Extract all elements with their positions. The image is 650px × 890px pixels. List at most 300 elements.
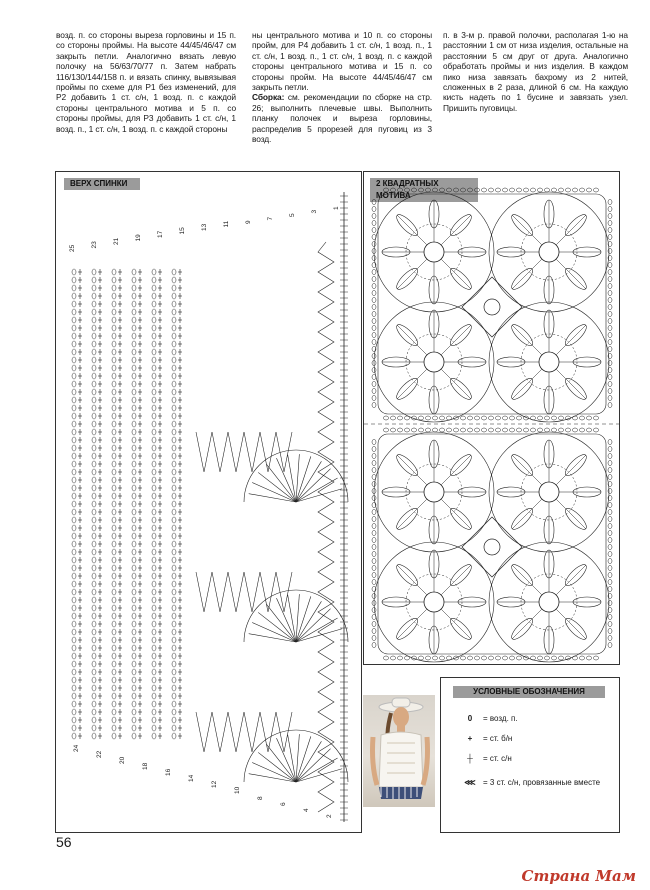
chain-stitch — [72, 317, 76, 323]
assembly-label: Сборка: — [252, 92, 285, 103]
chain-stitch — [152, 525, 156, 531]
double-crochet-icon: ┼ — [467, 754, 473, 763]
fan-stitch — [276, 458, 296, 502]
chain-stitch — [608, 635, 612, 640]
chain-stitch — [172, 581, 176, 587]
chain-stitch — [418, 416, 423, 420]
motif-center — [539, 242, 559, 262]
chain-stitch — [72, 421, 76, 427]
v-stitch — [212, 572, 228, 612]
chain-stitch — [112, 669, 116, 675]
chain-stitch — [418, 656, 423, 660]
row-number-top: 13 — [201, 223, 208, 231]
row-number-top: 17 — [157, 230, 164, 238]
chain-stitch — [92, 541, 96, 547]
fan-stitch — [288, 595, 296, 642]
fan-stitch — [266, 744, 296, 782]
chain-stitch — [72, 541, 76, 547]
chain-stitch — [516, 428, 521, 432]
chain-stitch — [172, 477, 176, 483]
chain-stitch — [132, 717, 136, 723]
chain-stitch — [92, 309, 96, 315]
chain-stitch — [72, 469, 76, 475]
text-column-1 — [56, 30, 236, 134]
chain-stitch — [92, 509, 96, 515]
chain-stitch — [92, 285, 96, 291]
single-crochet-icon: + — [467, 734, 473, 743]
chain-stitch — [432, 428, 437, 432]
chain-stitch — [172, 709, 176, 715]
chain-stitch — [72, 477, 76, 483]
chain-stitch — [92, 349, 96, 355]
chain-stitch — [132, 733, 136, 739]
chain-stitch — [72, 613, 76, 619]
chain-stitch — [72, 485, 76, 491]
petal-line — [441, 455, 471, 485]
row-number-top: 15 — [179, 227, 186, 235]
chain-stitch — [132, 725, 136, 731]
chain-stitch — [92, 661, 96, 667]
chain-stitch — [112, 389, 116, 395]
chain-stitch — [132, 421, 136, 427]
chain-stitch — [152, 605, 156, 611]
petal-line — [512, 455, 542, 485]
chain-stitch — [72, 517, 76, 523]
chain-stitch — [132, 613, 136, 619]
v-stitch — [196, 712, 212, 752]
chain-stitch — [72, 589, 76, 595]
motif-center — [424, 592, 444, 612]
row-number-bottom: 16 — [165, 768, 172, 776]
chain-stitch — [72, 285, 76, 291]
row-number-top: 9 — [245, 220, 252, 224]
chain-stitch — [565, 188, 570, 192]
chain-stitch — [172, 613, 176, 619]
chain-stitch — [92, 365, 96, 371]
chain-stitch — [152, 285, 156, 291]
chain-stitch — [132, 645, 136, 651]
chain-stitch — [112, 573, 116, 579]
chain-stitch — [372, 325, 376, 330]
v-stitch — [244, 572, 260, 612]
chain-stitch — [112, 333, 116, 339]
chain-stitch — [92, 581, 96, 587]
chain-stitch — [112, 365, 116, 371]
chain-stitch — [502, 428, 507, 432]
chain-stitch — [551, 188, 556, 192]
chain-stitch — [509, 428, 514, 432]
chain-stitch — [537, 416, 542, 420]
row-number-bottom: 14 — [188, 774, 195, 782]
chain-stitch — [172, 277, 176, 283]
fan-stitch — [249, 634, 296, 642]
chain-stitch — [152, 405, 156, 411]
chain-stitch — [152, 421, 156, 427]
chain-stitch — [132, 701, 136, 707]
chain-stitch — [72, 309, 76, 315]
chain-stitch — [112, 277, 116, 283]
chain-stitch — [608, 213, 612, 218]
v-stitch — [196, 432, 212, 472]
chain-stitch — [92, 557, 96, 563]
petal-line — [556, 325, 586, 355]
chain-stitch — [372, 635, 376, 640]
chain-stitch — [544, 656, 549, 660]
chain-stitch — [608, 523, 612, 528]
chain-stitch — [152, 501, 156, 507]
petal-line — [397, 455, 427, 485]
chain-stitch — [579, 428, 584, 432]
chain-stitch — [523, 428, 528, 432]
chain-stitch — [112, 397, 116, 403]
chain-stitch — [608, 339, 612, 344]
chain-stitch — [558, 188, 563, 192]
text-column-2 — [252, 30, 432, 144]
chain-stitch — [439, 428, 444, 432]
chain-stitch — [152, 637, 156, 643]
chain-stitch — [72, 637, 76, 643]
petal-line — [397, 325, 427, 355]
fan-stitch — [249, 774, 296, 782]
chain-stitch — [152, 733, 156, 739]
chain-stitch — [488, 416, 493, 420]
v-stitch — [196, 572, 212, 612]
chain-stitch — [132, 685, 136, 691]
chain-stitch — [112, 581, 116, 587]
chain-stitch — [112, 349, 116, 355]
chain-stitch — [372, 530, 376, 535]
chain-stitch — [112, 629, 116, 635]
fan-stitch — [252, 762, 296, 782]
chain-stitch — [608, 311, 612, 316]
chain-stitch — [372, 544, 376, 549]
chain-stitch — [172, 717, 176, 723]
chain-stitch — [608, 234, 612, 239]
chain-stitch — [132, 557, 136, 563]
chain-stitch — [132, 293, 136, 299]
chain-stitch — [481, 656, 486, 660]
motif-center — [424, 482, 444, 502]
chain-stitch — [467, 188, 472, 192]
chain-stitch — [172, 669, 176, 675]
petal-line — [512, 259, 542, 289]
chain-stitch — [495, 188, 500, 192]
chain-stitch — [172, 685, 176, 691]
row-number-top: 3 — [311, 209, 318, 214]
chain-stitch — [72, 437, 76, 443]
chain-stitch — [608, 551, 612, 556]
chain-stitch — [372, 241, 376, 246]
fan-arc — [244, 730, 348, 782]
chain-stitch — [372, 367, 376, 372]
chain-stitch — [432, 416, 437, 420]
v-stitch — [244, 432, 260, 472]
chain-stitch — [112, 653, 116, 659]
chain-stitch — [551, 428, 556, 432]
v-stitch — [228, 432, 244, 472]
chain-stitch — [152, 661, 156, 667]
chain-stitch — [439, 416, 444, 420]
chain-stitch — [372, 199, 376, 204]
chain-stitch — [132, 541, 136, 547]
chain-stitch — [92, 493, 96, 499]
center-ring — [484, 539, 500, 555]
row-number-bottom: 22 — [96, 750, 103, 758]
chain-stitch — [92, 421, 96, 427]
chain-stitch — [132, 493, 136, 499]
chain-stitch — [132, 669, 136, 675]
row-number-bottom: 18 — [142, 762, 149, 770]
paragraph: возд. п. со стороны выреза горловины и 15 п. со стороны проймы. На высоте 44/45/46/47 см закрыть петли. Аналогично вязать левую полочку на 56/63/70/77 п. Затем набрать 116/130/144/158 п. и вязать спинку, вывязывая проймы по схеме для Р1 без изменений, для Р2 добавить 1 ст. с/н, 1 возд. п. с каждой стороны центрального мотива и 5 п. со стороны проймы, для Р3 добавить 1 ст. с/н, 1 возд. п., 1 ст. с/н, 1 возд. п. с каждой стороны — [56, 30, 236, 134]
chain-stitch — [608, 614, 612, 619]
fan-stitch — [258, 752, 296, 782]
chain-stitch — [397, 656, 402, 660]
petal-line — [397, 259, 427, 289]
chain-stitch — [92, 485, 96, 491]
chain-stitch — [372, 339, 376, 344]
chain-stitch — [132, 413, 136, 419]
motif-chart-title: 2 КВАДРАТНЫХ МОТИВА — [370, 178, 478, 202]
chain-stitch — [172, 733, 176, 739]
chain-stitch — [112, 285, 116, 291]
chain-stitch — [608, 290, 612, 295]
legend-label: = возд. п. — [483, 714, 518, 723]
chain-stitch — [608, 460, 612, 465]
chain-stitch — [152, 517, 156, 523]
chain-stitch — [72, 365, 76, 371]
chain-stitch — [112, 709, 116, 715]
legend-title: УСЛОВНЫЕ ОБОЗНАЧЕНИЯ — [453, 686, 605, 698]
row-number-top: 7 — [267, 216, 274, 221]
chain-stitch — [92, 733, 96, 739]
chain-stitch — [112, 421, 116, 427]
petal-line — [556, 369, 586, 399]
chain-stitch — [92, 413, 96, 419]
chain-stitch — [172, 293, 176, 299]
chain-stitch — [558, 428, 563, 432]
chain-stitch — [72, 533, 76, 539]
chain-stitch — [152, 277, 156, 283]
chain-stitch — [418, 428, 423, 432]
chain-stitch — [460, 428, 465, 432]
chain-stitch — [132, 389, 136, 395]
motif-crochet-chart — [364, 172, 619, 664]
chain-stitch — [152, 341, 156, 347]
chain-stitch — [92, 269, 96, 275]
chain-stitch — [132, 677, 136, 683]
row-number-top: 19 — [135, 234, 142, 242]
chain-stitch — [72, 357, 76, 363]
chain-stitch — [132, 549, 136, 555]
chain-stitch — [72, 453, 76, 459]
row-number-bottom: 4 — [303, 808, 310, 812]
chain-stitch — [608, 621, 612, 626]
chain-stitch — [502, 416, 507, 420]
chain-stitch — [132, 469, 136, 475]
chain-stitch — [172, 365, 176, 371]
chain-stitch — [608, 509, 612, 514]
chain-stitch — [72, 677, 76, 683]
chain-stitch — [72, 341, 76, 347]
chain-stitch — [72, 325, 76, 331]
chain-stitch — [72, 413, 76, 419]
chain-stitch — [132, 373, 136, 379]
chain-stitch — [72, 629, 76, 635]
petal-line — [512, 565, 542, 595]
chain-stitch — [92, 573, 96, 579]
chain-stitch — [372, 607, 376, 612]
chain-stitch — [608, 467, 612, 472]
chain-stitch — [92, 701, 96, 707]
chain-stitch — [172, 421, 176, 427]
chain-stitch — [172, 629, 176, 635]
chain-stitch — [152, 301, 156, 307]
motif-center — [424, 352, 444, 372]
chain-stitch — [608, 269, 612, 274]
legend-label: = 3 ст. с/н, провязанные вместе — [483, 778, 601, 787]
chain-stitch — [112, 341, 116, 347]
chain-stitch — [72, 509, 76, 515]
chain-stitch — [112, 301, 116, 307]
chain-stitch — [92, 621, 96, 627]
row-number-bottom: 20 — [119, 756, 126, 764]
chain-stitch — [132, 333, 136, 339]
chain-stitch — [92, 381, 96, 387]
chain-stitch — [112, 525, 116, 531]
chain-stitch — [72, 701, 76, 707]
chain-stitch — [112, 597, 116, 603]
chain-stitch — [172, 605, 176, 611]
chain-stitch — [572, 188, 577, 192]
row-number-top: 25 — [69, 244, 76, 252]
chain-stitch — [172, 677, 176, 683]
chain-stitch — [72, 445, 76, 451]
chain-stitch — [72, 429, 76, 435]
chain-stitch — [152, 309, 156, 315]
chain-stitch — [132, 525, 136, 531]
chain-stitch — [172, 453, 176, 459]
paragraph-part: см. рекомендации по сборке на стр. 26; выполнить плечевые швы. Выполнить планку полочек и выреза горловины, распределив 5 прорезей для пуговиц из 3 возд. — [252, 92, 432, 145]
petal-line — [556, 215, 586, 245]
chain-stitch — [467, 428, 472, 432]
chain-stitch — [383, 188, 388, 192]
chain-stitch — [530, 428, 535, 432]
chain-stitch — [72, 405, 76, 411]
chain-stitch — [425, 428, 430, 432]
chain-stitch — [112, 589, 116, 595]
chain-stitch — [72, 461, 76, 467]
chain-stitch — [460, 188, 465, 192]
legend-label: = ст. с/н — [483, 754, 512, 763]
row-number-bottom: 6 — [280, 802, 287, 806]
petal-line — [441, 499, 471, 529]
chain-stitch — [132, 653, 136, 659]
chain-stitch — [446, 428, 451, 432]
chain-stitch — [172, 405, 176, 411]
chain-stitch — [172, 517, 176, 523]
chain-stitch — [112, 469, 116, 475]
chain-stitch — [439, 188, 444, 192]
chain-stitch — [92, 605, 96, 611]
row-number-bottom: 8 — [257, 796, 264, 800]
chain-stitch — [132, 581, 136, 587]
chain-stitch — [372, 565, 376, 570]
chain-stitch — [112, 685, 116, 691]
chain-stitch — [112, 477, 116, 483]
chain-stitch — [92, 453, 96, 459]
chain-stitch — [537, 428, 542, 432]
chain-stitch — [383, 656, 388, 660]
chain-stitch — [152, 613, 156, 619]
chain-stitch — [92, 325, 96, 331]
chain-stitch — [72, 557, 76, 563]
chain-stitch — [72, 605, 76, 611]
chain-stitch — [172, 357, 176, 363]
chain-stitch — [152, 317, 156, 323]
chain-stitch — [92, 589, 96, 595]
chain-stitch — [132, 349, 136, 355]
chain-stitch — [172, 645, 176, 651]
chain-stitch — [92, 501, 96, 507]
row-number-bottom: 24 — [73, 744, 80, 752]
chain-stitch — [488, 188, 493, 192]
chain-stitch — [608, 642, 612, 647]
chain-stitch — [537, 656, 542, 660]
chain-stitch — [404, 428, 409, 432]
chain-stitch — [608, 516, 612, 521]
chain-stitch — [152, 365, 156, 371]
chain-stitch — [152, 325, 156, 331]
row-number-top: 21 — [113, 237, 120, 245]
chain-stitch — [172, 413, 176, 419]
chain-stitch — [132, 429, 136, 435]
chain-stitch — [92, 725, 96, 731]
chain-stitch — [92, 341, 96, 347]
chain-stitch — [481, 428, 486, 432]
chain-stitch — [72, 333, 76, 339]
chain-stitch — [152, 653, 156, 659]
center-diamond — [462, 277, 522, 337]
chain-stitch — [92, 565, 96, 571]
back-crochet-chart — [56, 172, 361, 832]
chain-stitch — [372, 297, 376, 302]
chain-stitch — [172, 693, 176, 699]
chain-stitch — [132, 461, 136, 467]
petal-line — [556, 499, 586, 529]
chain-stitch — [172, 445, 176, 451]
chain-stitch — [372, 481, 376, 486]
chain-stitch — [383, 416, 388, 420]
chain-stitch — [112, 557, 116, 563]
chain-stitch — [72, 373, 76, 379]
chain-stitch — [608, 248, 612, 253]
chain-stitch — [172, 725, 176, 731]
chain-stitch — [152, 549, 156, 555]
chain-stitch — [132, 629, 136, 635]
chain-stitch — [593, 428, 598, 432]
petal-line — [512, 325, 542, 355]
row-number-bottom: 2 — [326, 814, 333, 818]
chain-stitch — [72, 349, 76, 355]
chain-stitch — [92, 461, 96, 467]
chain-stitch — [92, 389, 96, 395]
chain-stitch — [92, 445, 96, 451]
chain-stitch — [72, 669, 76, 675]
chain-stitch — [488, 428, 493, 432]
chain-stitch — [112, 533, 116, 539]
fan-stitch — [276, 738, 296, 782]
motif-center — [424, 242, 444, 262]
